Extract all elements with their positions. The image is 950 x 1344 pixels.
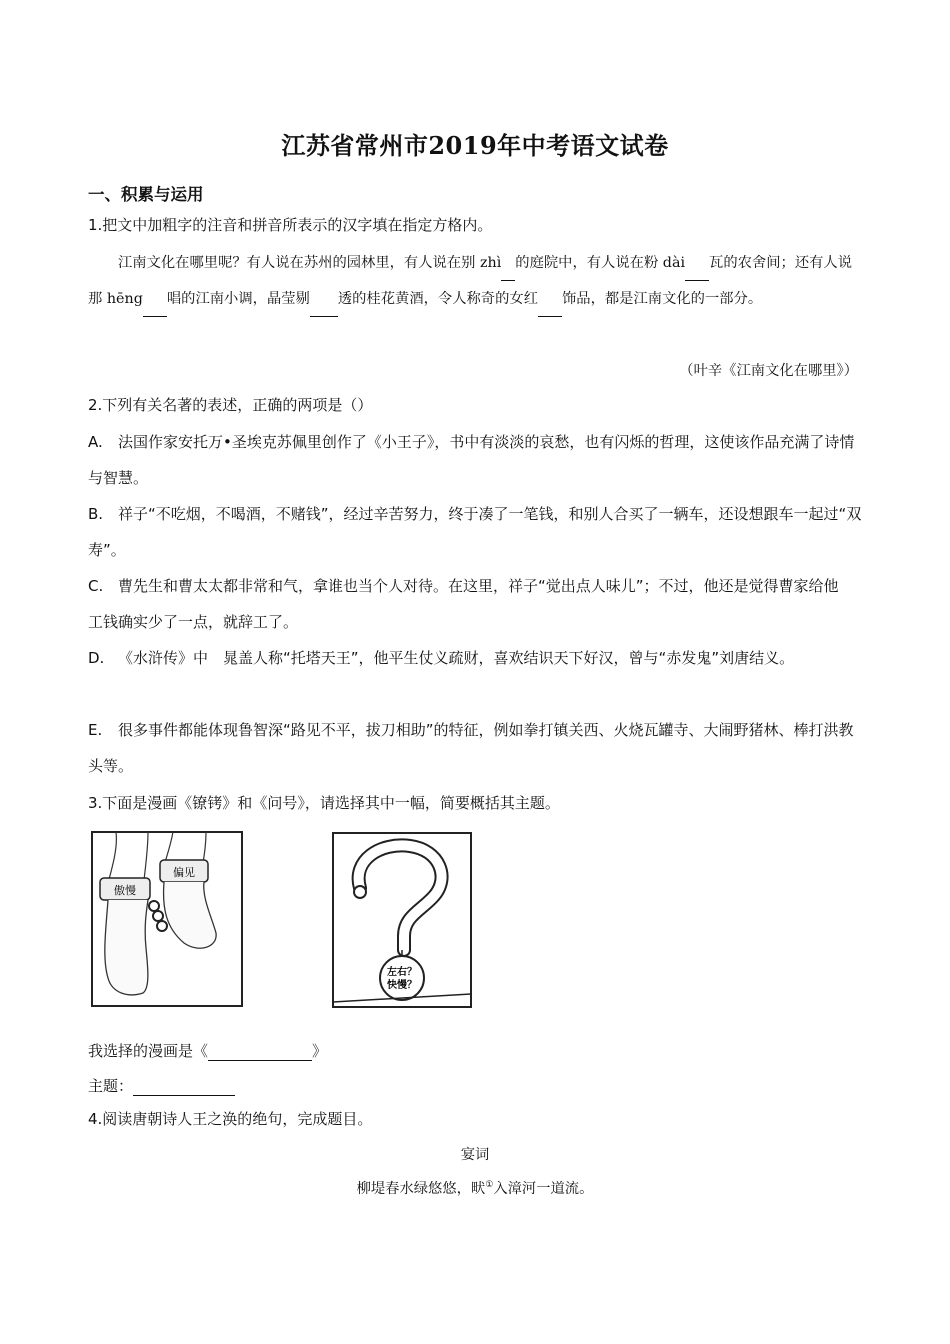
ball-label-2: 快慢？	[387, 980, 417, 991]
blank-dai[interactable]	[685, 280, 709, 281]
passage-text: 透的桂花黄酒，令人称奇的女红	[337, 291, 538, 307]
comic-choice-blank[interactable]	[208, 1060, 312, 1061]
choice-closing: 》	[312, 1042, 328, 1060]
blank-ti[interactable]	[310, 316, 338, 317]
question-4-prompt: 4.阅读唐朝诗人王之涣的绝句，完成题目。	[88, 1110, 373, 1128]
passage-text: 唱的江南小调，晶莹剔	[166, 291, 310, 307]
option-label: B.	[88, 505, 104, 523]
option-d[interactable]	[88, 640, 863, 676]
cuff-label-right: 偏见	[173, 866, 195, 879]
option-a[interactable]	[88, 424, 863, 496]
theme-line	[88, 1075, 235, 1096]
question-1-prompt: 1.把文中加粗字的注音和拼音所表示的汉字填在指定方格内。	[88, 216, 493, 234]
passage-source: （叶辛《江南文化在哪里》）	[679, 363, 858, 379]
poem-text: 柳堤春水绿悠悠，畎	[356, 1181, 486, 1197]
comic-question-mark	[330, 830, 475, 1010]
passage-text: 饰品，都是江南文化的一部分。	[562, 291, 763, 307]
option-text: 《水浒传》中 晁盖人称“托塔天王”，他平生仗义疏财，喜欢结识天下好汉，曾与“赤发鬼”刘唐结义。	[118, 649, 795, 667]
passage-text: 江南文化在哪里呢？有人说在苏州的园林里，有人说在别 zhì	[118, 255, 502, 271]
option-label: A.	[88, 433, 103, 451]
blank-zhi[interactable]	[501, 280, 515, 281]
option-b[interactable]	[88, 496, 863, 568]
footnote-marker: ①	[485, 1180, 494, 1191]
option-text: 祥子“不吃烟，不喝酒，不赌钱”，经过辛苦努力，终于凑了一笔钱，和别人合买了一辆车，还设想跟车一起过“双寿”。	[88, 505, 862, 559]
page-title: 江苏省常州市2019年中考语文试卷	[281, 131, 669, 160]
option-text: 法国作家安托万•圣埃克苏佩里创作了《小王子》，书中有淡淡的哀愁，也有闪烁的哲理，这使该作品充满了诗情与智慧。	[88, 433, 855, 487]
option-label: C.	[88, 577, 104, 595]
theme-blank[interactable]	[133, 1095, 235, 1096]
comic-shackles	[88, 828, 248, 1010]
poem-text: 入漳河一道流。	[493, 1181, 594, 1197]
option-label: D.	[88, 649, 105, 667]
comic-choice-line	[88, 1040, 327, 1061]
option-label: E.	[88, 721, 103, 739]
blank-heng[interactable]	[143, 316, 167, 317]
poem-title: 宴词	[460, 1147, 490, 1163]
option-text: 曹先生和曹太太都非常和气，拿谁也当个人对待。在这里，祥子“觉出点人味儿”；不过，他还是觉得曹家给他 工钱确实少了一点，就辞工了。	[88, 577, 854, 631]
ball-label-1: 左右？	[387, 967, 417, 978]
theme-label: 主题：	[88, 1077, 134, 1095]
blank-nvhong[interactable]	[538, 316, 562, 317]
question-1-passage	[88, 245, 863, 317]
question-3-prompt: 3.下面是漫画《镣铐》和《问号》，请选择其中一幅，简要概括其主题。	[88, 794, 560, 812]
choice-label: 我选择的漫画是《	[88, 1042, 209, 1060]
cuff-label-left: 傲慢	[114, 884, 136, 897]
section-heading: 一、积累与运用	[88, 185, 204, 204]
option-text: 很多事件都能体现鲁智深“路见不平，拔刀相助”的特征，例如拳打镇关西、火烧瓦罐寺、大闹野猪林、棒打洪教头等。	[88, 721, 854, 775]
option-c[interactable]	[88, 568, 863, 640]
passage-text: 的庭院中，有人说在粉 dài	[515, 255, 686, 271]
option-e[interactable]	[88, 712, 863, 784]
poem-line-1	[0, 1178, 950, 1198]
question-2-prompt: 2.下列有关名著的表述，正确的两项是（）	[88, 396, 373, 414]
passage-text: 瓦的农舍间；还有人说那 hēng	[88, 255, 853, 307]
